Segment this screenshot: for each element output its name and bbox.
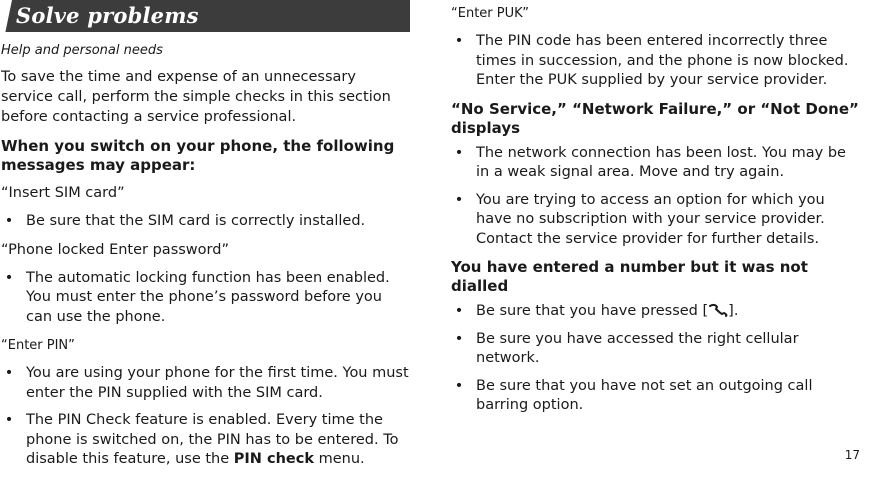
enter-pin-message: “Enter PIN” — [1, 338, 75, 353]
bullet-text: The network connection has been lost. You may be in a weak signal area. Move and try again. — [476, 144, 846, 180]
not-dialled-heading: You have entered a number but it was not dialled — [451, 258, 808, 295]
enter-pin-list — [0, 364, 410, 470]
section-subhead: Help and personal needs — [1, 43, 163, 58]
right-column — [450, 0, 860, 425]
bullet-icon: • — [454, 303, 464, 319]
bullet-text: Be sure that you have not set an outgoing call barring option. — [476, 377, 813, 413]
bullet-text: The PIN Check feature is enabled. Every time the phone is switched on, the PIN has to be entered. To disable this feature, use the — [26, 412, 399, 467]
bullet-icon: • — [4, 269, 14, 286]
bullet-text: You are trying to access an option for which you have no subscription with your service provider. Contact the service provider for further details. — [476, 191, 825, 247]
switch-on-heading: When you switch on your phone, the following messages may appear: — [1, 137, 395, 174]
enter-puk-message: “Enter PUK” — [451, 6, 529, 21]
bullet-text: You are using your phone for the first time. You must enter the PIN supplied with the SIM card. — [26, 365, 409, 401]
insert-sim-list — [0, 212, 410, 232]
insert-sim-message: “Insert SIM card” — [1, 185, 125, 201]
list-item — [450, 144, 860, 183]
intro-paragraph: To save the time and expense of an unnecessary service call, perform the simple checks in this section before contacting a service professional. — [1, 69, 391, 125]
enter-puk-list — [450, 32, 860, 91]
bullet-text: The automatic locking function has been enabled. You must enter the phone’s password before you can use the phone. — [26, 269, 390, 325]
list-item — [0, 269, 410, 328]
bullet-text: The PIN code has been entered incorrectly three times in succession, and the phone is now blocked. Enter the PUK supplied by your service provider. — [476, 33, 849, 88]
bullet-icon: • — [454, 330, 464, 347]
list-item — [0, 212, 410, 232]
title-bar-notch — [0, 0, 12, 32]
bullet-text: Be sure that the SIM card is correctly installed. — [26, 213, 366, 229]
left-column — [0, 0, 410, 479]
bullet-text: Be sure that you have pressed [ — [476, 303, 709, 319]
phone-locked-list — [0, 269, 410, 328]
page-number: 17 — [844, 448, 860, 462]
list-item — [0, 364, 410, 403]
no-service-heading: “No Service,” “Network Failure,” or “Not Done” displays — [451, 99, 859, 137]
no-service-list — [450, 144, 860, 250]
bullet-icon: • — [4, 213, 14, 229]
bullet-icon: • — [454, 191, 464, 208]
list-item — [450, 32, 860, 91]
bullet-text-suffix: ]. — [728, 303, 739, 319]
list-item — [450, 191, 860, 250]
bullet-icon: • — [454, 33, 464, 49]
call-icon — [708, 303, 728, 317]
bullet-text: Be sure you have accessed the right cellular network. — [476, 330, 799, 366]
not-dialled-list — [450, 302, 860, 416]
list-item — [450, 302, 860, 322]
bullet-icon: • — [454, 377, 464, 394]
pin-check-menu-name: PIN check — [233, 451, 314, 467]
list-item — [450, 330, 860, 369]
bullet-text-suffix: menu. — [313, 451, 365, 467]
bullet-icon: • — [4, 365, 14, 381]
section-title-bar — [0, 0, 410, 32]
list-item — [450, 377, 860, 416]
bullet-icon: • — [4, 412, 14, 428]
section-title: Solve problems — [16, 3, 199, 28]
phone-locked-message: “Phone locked Enter password” — [1, 241, 229, 258]
bullet-icon: • — [454, 144, 464, 161]
list-item — [0, 411, 410, 470]
